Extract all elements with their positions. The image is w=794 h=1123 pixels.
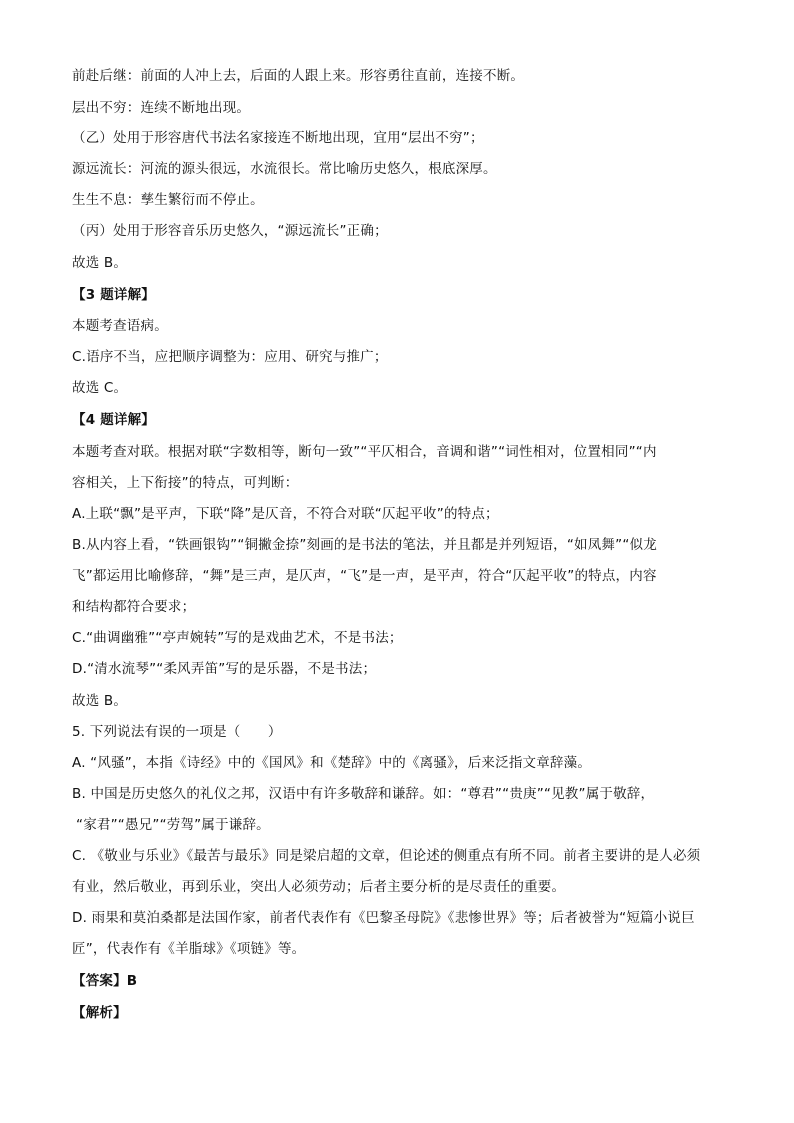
option-d-continued: 匠”，代表作有《羊脂球》《项链》等。 — [72, 941, 306, 957]
text-line: 故选 C。 — [72, 380, 128, 396]
option-b-continued: “家君”“愚兄”“劳驾”属于谦辞。 — [76, 817, 270, 833]
option-d: D. 雨果和莫泊桑都是法国作家，前者代表作有《巴黎圣母院》《悲惨世界》等；后者被誉为“短篇小说巨 — [72, 910, 695, 926]
answer-label: 【答案】B — [72, 973, 138, 989]
text-line: 和结构都符合要求； — [72, 599, 196, 615]
text-line: C.“曲调幽雅”“亭声婉转”写的是戏曲艺术，不是书法； — [72, 630, 403, 646]
text-line: 生生不息：孳生繁衍而不停止。 — [72, 192, 264, 208]
option-c-continued: 有业，然后敬业，再到乐业，突出人必须劳动；后者主要分析的是尽责任的重要。 — [72, 879, 566, 895]
text-line: 本题考查对联。根据对联“字数相等，断句一致”“平仄相合，音调和谐”“词性相对，位置相同”“内 — [72, 444, 657, 460]
text-line: D.“清水流琴”“柔风弄笛”写的是乐器，不是书法； — [72, 661, 377, 677]
analysis-label: 【解析】 — [72, 1005, 127, 1021]
question-stem: 5. 下列说法有误的一项是（ ） — [72, 724, 282, 740]
text-line: 容相关，上下衔接”的特点，可判断： — [72, 475, 299, 491]
option-b: B. 中国是历史悠久的礼仪之邦，汉语中有许多敬辞和谦辞。如：“尊君”“贵庚”“见教”属于敬辞， — [72, 786, 655, 802]
option-a: A. “风骚”，本指《诗经》中的《国风》和《楚辞》中的《离骚》，后来泛指文章辞藻。 — [72, 755, 592, 771]
text-line: 前赴后继：前面的人冲上去，后面的人跟上来。形容勇往直前，连接不断。 — [72, 68, 525, 84]
text-line: A.上联“飘”是平声，下联“降”是仄音，不符合对联“仄起平收”的特点； — [72, 506, 499, 522]
text-line: 层出不穷：连续不断地出现。 — [72, 100, 251, 116]
text-line: 故选 B。 — [72, 693, 128, 709]
section-heading: 【3 题详解】 — [72, 287, 155, 303]
text-line: B.从内容上看，“铁画银钩”“铜撇金捺”刻画的是书法的笔法，并且都是并列短语，“如凤舞”“似龙 — [72, 537, 657, 553]
text-line: C.语序不当，应把顺序调整为：应用、研究与推广； — [72, 349, 388, 365]
text-line: 源远流长：河流的源头很远，水流很长。常比喻历史悠久，根底深厚。 — [72, 161, 497, 177]
text-line: 故选 B。 — [72, 255, 128, 271]
text-line: （乙）处用于形容唐代书法名家接连不断地出现，宜用“层出不穷”； — [72, 130, 484, 146]
section-heading: 【4 题详解】 — [72, 412, 155, 428]
text-line: （丙）处用于形容音乐历史悠久，“源远流长”正确； — [72, 223, 388, 239]
text-line: 本题考查语病。 — [72, 318, 168, 334]
text-line: 飞”都运用比喻修辞，“舞”是三声，是仄声，“飞”是一声，是平声，符合“仄起平收”的特点，内容 — [72, 568, 657, 584]
option-c: C. 《敬业与乐业》《最苦与最乐》同是梁启超的文章，但论述的侧重点有所不同。前者主要讲的是人必须 — [72, 848, 701, 864]
